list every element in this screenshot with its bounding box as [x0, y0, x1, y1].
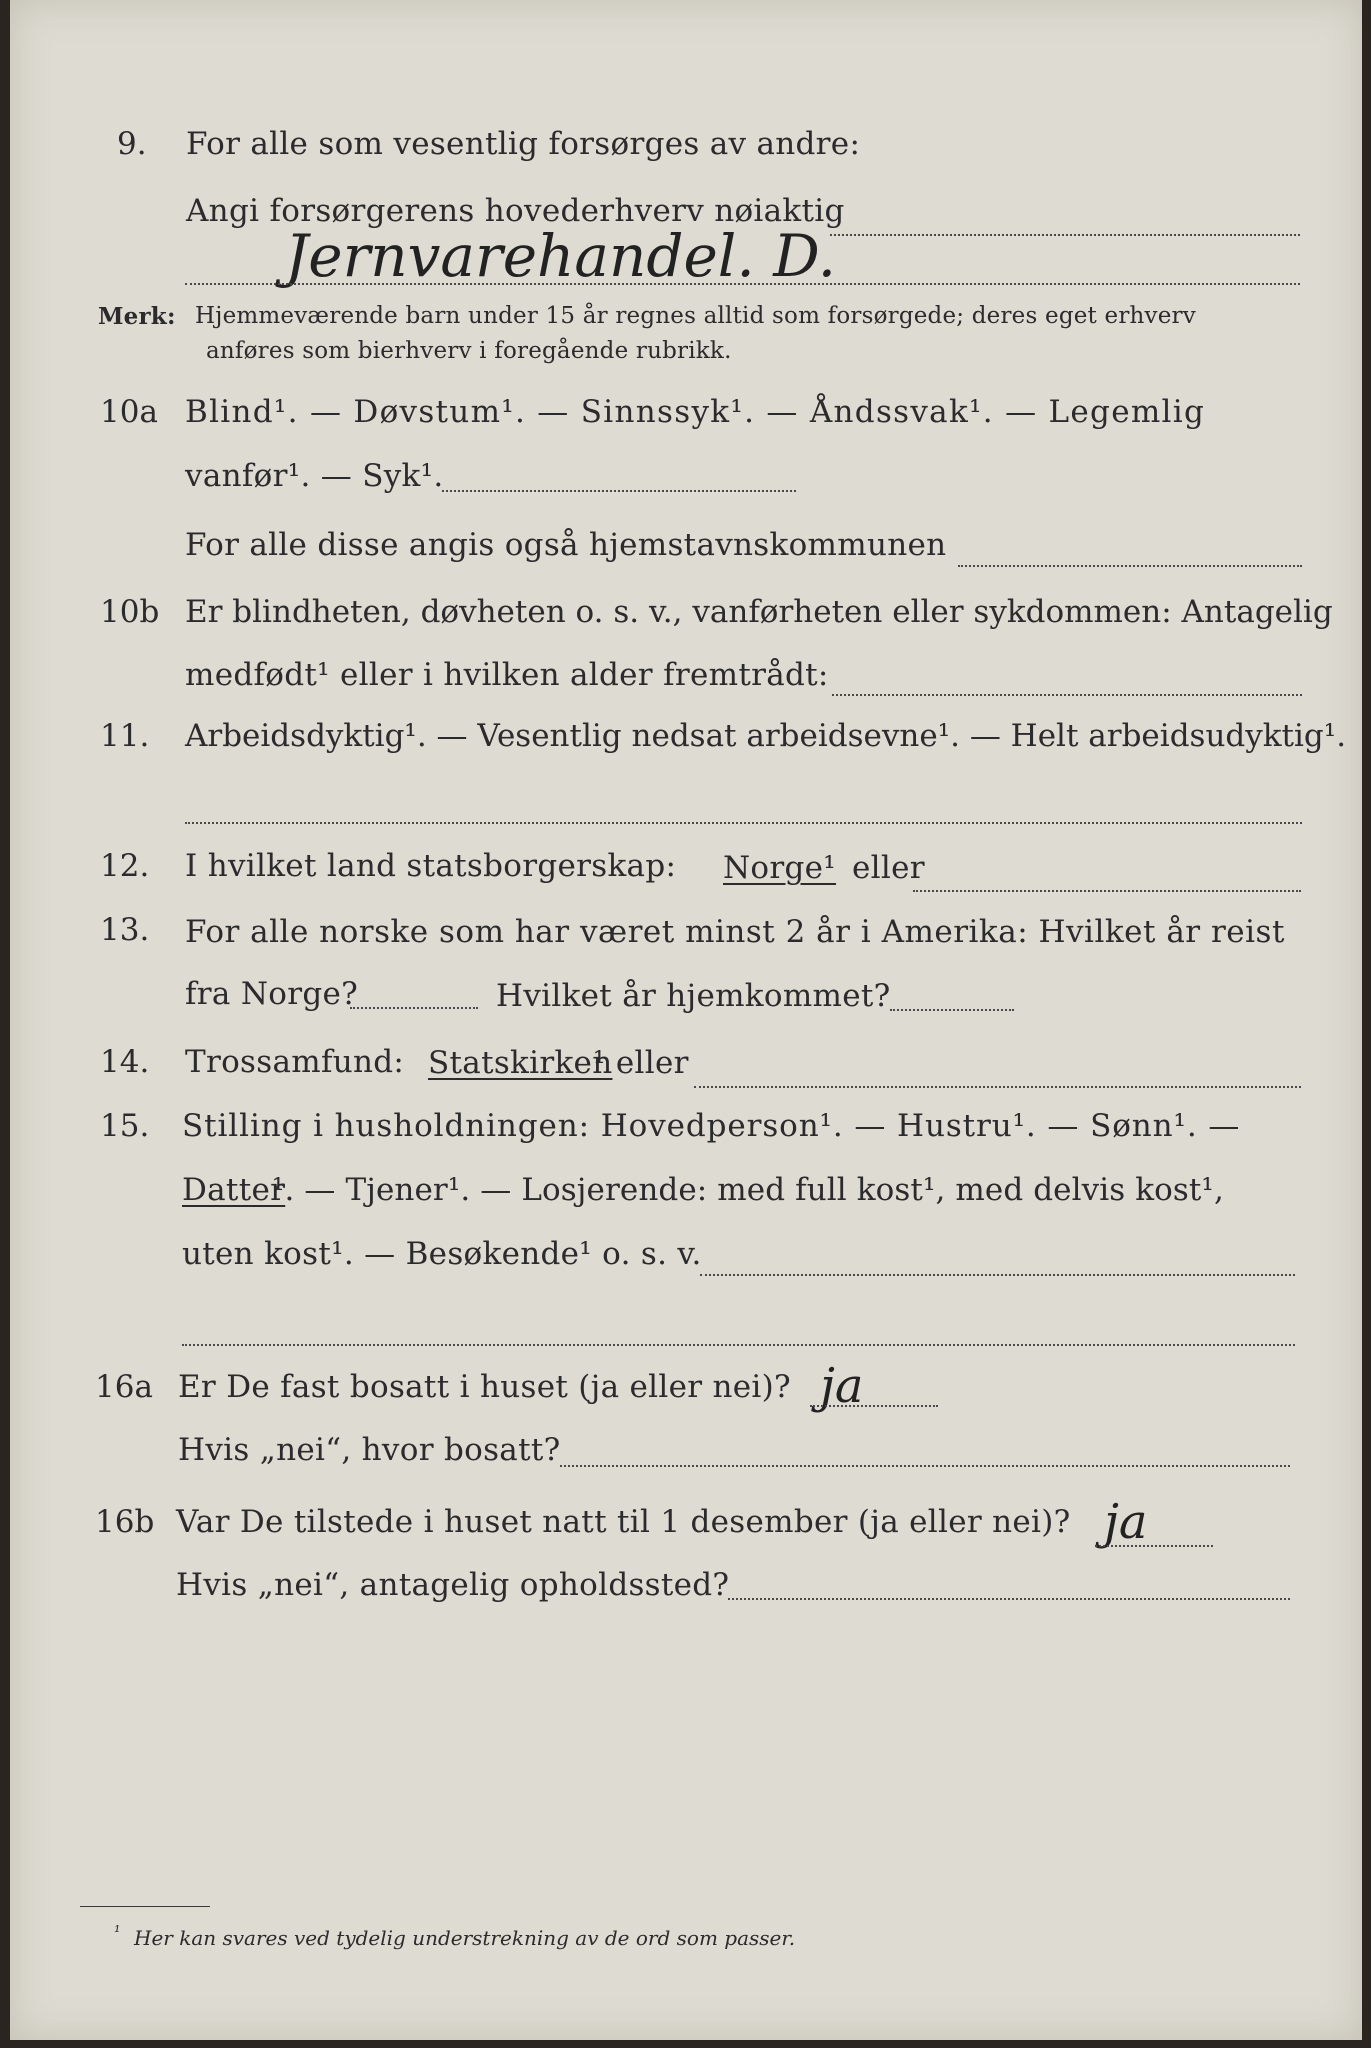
merk-line-2: anføres som bierhverv i foregående rubrikk. — [206, 338, 732, 364]
q16b-fill-line-1 — [1095, 1545, 1213, 1547]
q9-handwritten-answer: Jernvarehandel. D. — [285, 222, 837, 290]
q14-fill-line — [694, 1086, 1301, 1088]
q13-hjemkommet-fill-line — [890, 1009, 1014, 1011]
q16a-line-1: Er De fast bosatt i huset (ja eller nei)? — [178, 1369, 791, 1405]
q9-answer-line — [185, 283, 1300, 285]
q16a-fill-line-1 — [810, 1405, 938, 1407]
q16b-fill-line-2 — [728, 1598, 1290, 1600]
q10b-fill-line — [832, 694, 1302, 696]
q12-suffix: eller — [852, 850, 925, 886]
q16a-number: 16a — [95, 1369, 153, 1405]
q14-prefix: Trossamfund: — [185, 1044, 405, 1080]
q9-prompt: Angi forsørgerens hovederhverv nøiaktig — [186, 193, 845, 229]
footnote-mark: ¹ — [114, 1922, 121, 1941]
q10b-line-2: medfødt¹ eller i hvilken alder fremtrådt: — [185, 657, 829, 693]
q10a-line-3: For alle disse angis også hjemstavnskommunen — [185, 527, 947, 563]
q15-fill-line-2 — [182, 1344, 1295, 1346]
footnote-rule — [80, 1906, 210, 1907]
merk-label: Merk: — [98, 303, 176, 330]
q13-reist-label: fra Norge? — [185, 976, 359, 1012]
q13-number: 13. — [100, 912, 150, 948]
q10a-syk-fill-line — [442, 490, 796, 492]
q10a-line-2: vanfør¹. — Syk¹. — [185, 458, 444, 494]
q10a-number: 10a — [100, 394, 158, 430]
q11-number: 11. — [100, 718, 150, 754]
q12-norge-underlined: Norge¹ — [723, 850, 837, 886]
q14-number: 14. — [100, 1044, 150, 1080]
census-form-page — [10, 0, 1362, 2040]
q14-suffix: ¹ eller — [593, 1045, 689, 1081]
q12-prefix: I hvilket land statsborgerskap: — [185, 848, 677, 884]
q15-datter-underlined: Datter — [182, 1172, 286, 1208]
q15-number: 15. — [100, 1108, 150, 1144]
footnote-text: Her kan svares ved tydelig understrekning av de ord som passer. — [134, 1926, 796, 1950]
q13-hjemkommet-label: Hvilket år hjemkommet? — [496, 978, 891, 1014]
q15-line-3: uten kost¹. — Besøkende¹ o. s. v. — [182, 1236, 702, 1272]
q10a-line-1: Blind¹. — Døvstum¹. — Sinnssyk¹. — Åndssvak¹. — Legemlig — [185, 394, 1206, 430]
q13-reist-fill-line — [350, 1007, 478, 1009]
q9-question: For alle som vesentlig forsørges av andre: — [186, 126, 861, 162]
q12-fill-line — [913, 890, 1301, 892]
q15-fill-line-1 — [700, 1274, 1295, 1276]
q16a-fill-line-2 — [560, 1465, 1290, 1467]
q15-line-1: Stilling i husholdningen: Hovedperson¹. — Hustru¹. — Sønn¹. — — [182, 1108, 1241, 1144]
q12-number: 12. — [100, 848, 150, 884]
q13-line-1: For alle norske som har været minst 2 år i Amerika: Hvilket år reist — [185, 914, 1285, 950]
q10b-line-1: Er blindheten, døvheten o. s. v., vanførheten eller sykdommen: Antagelig — [185, 594, 1333, 630]
q16a-line-2: Hvis „nei“, hvor bosatt? — [178, 1432, 561, 1468]
q14-statskirken-underlined: Statskirken — [428, 1045, 613, 1081]
q16b-line-1: Var De tilstede i huset natt til 1 desember (ja eller nei)? — [176, 1504, 1071, 1540]
q10b-number: 10b — [100, 594, 160, 630]
q15-line-2: ¹. — Tjener¹. — Losjerende: med full kost¹, med delvis kost¹, — [272, 1172, 1224, 1208]
q9-prompt-fill-line — [830, 234, 1300, 236]
q10a-kommune-fill-line — [958, 565, 1302, 567]
q9-number: 9. — [117, 126, 147, 162]
q16b-line-2: Hvis „nei“, antagelig opholdssted? — [176, 1567, 730, 1603]
merk-line-1: Hjemmeværende barn under 15 år regnes alltid som forsørgede; deres eget erhverv — [195, 303, 1196, 329]
q16b-handwritten-answer: ja — [1104, 1494, 1148, 1550]
q16a-handwritten-answer: ja — [820, 1358, 864, 1414]
q11-line-1: Arbeidsdyktig¹. — Vesentlig nedsat arbeidsevne¹. — Helt arbeidsudyktig¹. — [185, 718, 1347, 754]
q16b-number: 16b — [95, 1504, 155, 1540]
q11-fill-line — [185, 822, 1302, 824]
